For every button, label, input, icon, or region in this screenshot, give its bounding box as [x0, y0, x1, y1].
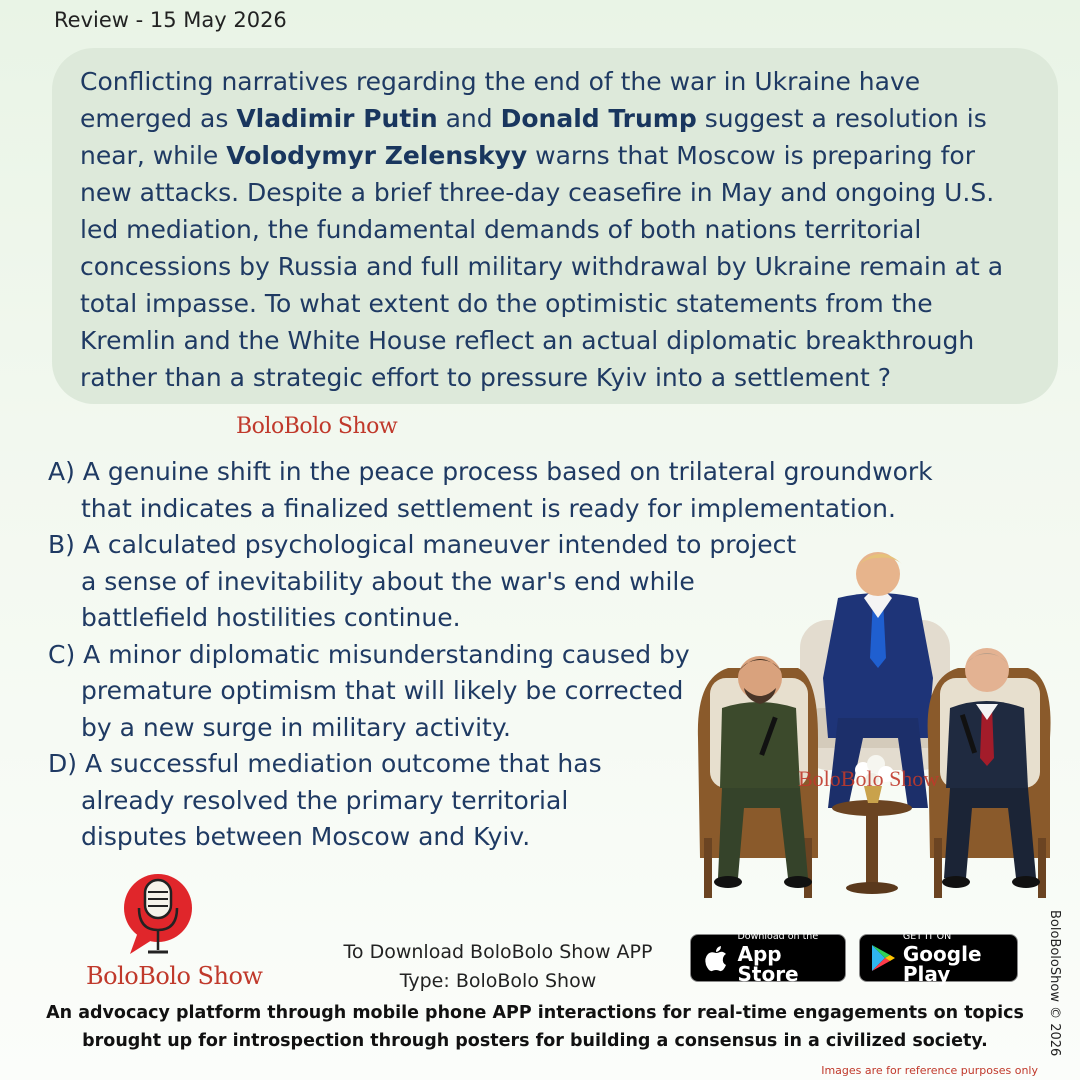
option-line: battlefield hostilities continue.: [81, 603, 461, 632]
option-line: A) A genuine shift in the peace process based on trilateral groundwork: [48, 457, 933, 486]
brand-watermark: BoloBolo Show: [236, 414, 398, 439]
question-part: and: [437, 104, 501, 133]
download-instructions: [320, 938, 676, 996]
app-store-button[interactable]: [690, 931, 846, 986]
option-line: by a new surge in military activity.: [81, 712, 512, 742]
app-store-small: Download on the: [737, 931, 819, 943]
option-line: already resolved the primary territorial: [81, 785, 569, 815]
footer-line-1: An advocacy platform through mobile phone APP interactions for real-time engagements on topics: [46, 1003, 1024, 1023]
google-play-small: GET IT ON: [902, 931, 952, 943]
option-line: a sense of inevitability about the war's end while: [81, 566, 695, 596]
apple-icon: [699, 943, 733, 973]
question-part: Conflicting narratives regarding the end of the war in Ukraine have emerged as: [80, 67, 921, 133]
question-bubble: [52, 48, 1058, 404]
brand-logo-text: BoloBolo Show: [86, 962, 263, 990]
review-date: Review - 15 May 2026: [54, 8, 287, 32]
name-trump: Donald Trump: [500, 104, 697, 133]
download-line-1: To Download BoloBolo Show APP: [343, 941, 653, 963]
image-disclaimer: Images are for reference purposes only: [821, 1064, 1038, 1077]
name-zelenskyy: Volodymyr Zelenskyy: [226, 141, 528, 170]
copyright-text: BoloBoloShow © 2026: [1047, 910, 1062, 1057]
option-line: that indicates a finalized settlement is ready for implementation.: [81, 493, 896, 523]
option-line: C) A minor diplomatic misunderstanding caused by: [48, 639, 690, 669]
option-line: premature optimism that will likely be corrected: [81, 676, 684, 705]
footer-tagline: [20, 999, 1050, 1055]
google-play-big: Google Play: [902, 941, 982, 986]
option-line: disputes between Moscow and Kyiv.: [81, 822, 531, 851]
leaders-illustration: [688, 538, 1060, 938]
microphone-logo-icon: [118, 868, 198, 968]
question-text: [80, 63, 1034, 396]
copyright-notice: [1048, 910, 1068, 1060]
google-play-icon: [868, 944, 899, 972]
app-store-big: App Store: [737, 941, 799, 986]
option-a[interactable]: [48, 454, 978, 527]
footer-line-2: brought up for introspection through posters for building a consensus in a civilized society.: [82, 1031, 988, 1051]
download-line-2: Type: BoloBolo Show: [399, 970, 597, 992]
name-putin: Vladimir Putin: [236, 104, 438, 133]
question-part: suggest a resolution is near, while: [80, 104, 987, 170]
google-play-button[interactable]: [859, 931, 1018, 986]
question-part: warns that Moscow is preparing for new attacks. Despite a brief three-day ceasefire in May and ongoing U.S. led mediation, the fundamental demands of both nations territorial concessions by Russia and full military withdrawal by Ukraine remain at a total impasse. To what extent do the optimistic statements from the Kremlin and the White House reflect an actual diplomatic breakthrough rather than a strategic effort to pressure Kyiv into a settlement ?: [80, 141, 1004, 392]
option-line: D) A successful mediation outcome that has: [48, 749, 602, 778]
option-line: B) A calculated psychological maneuver intended to project: [48, 530, 797, 559]
image-watermark: BoloBolo Show: [798, 766, 940, 791]
